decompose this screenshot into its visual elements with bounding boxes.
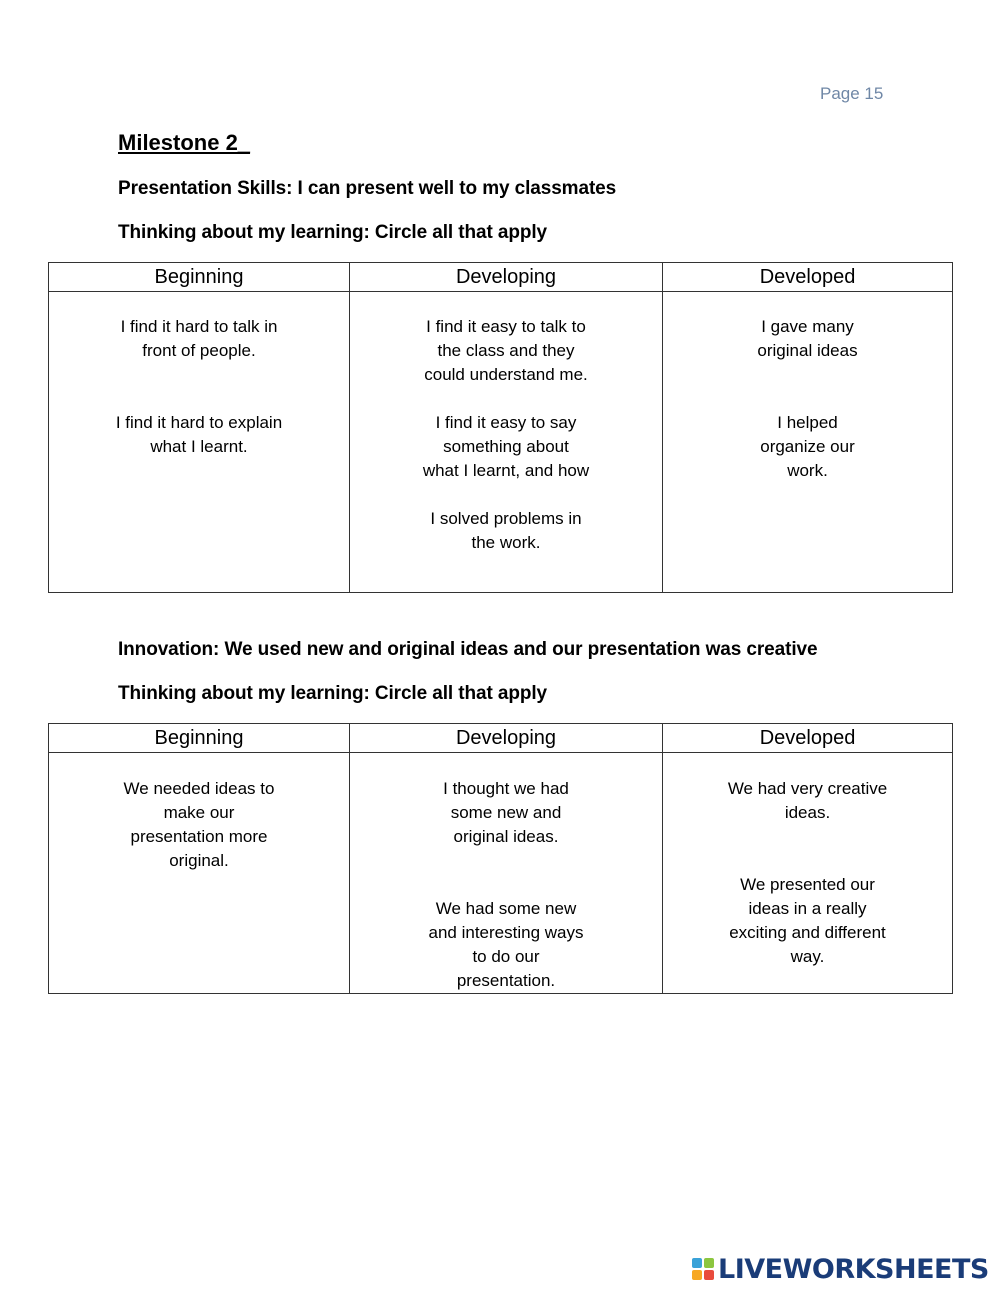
section1-heading: Presentation Skills: I can present well to my classmates	[118, 178, 617, 199]
statement[interactable]: I find it easy to say something about what I learnt, and how	[422, 413, 590, 480]
rubric-header-row	[49, 724, 953, 753]
statement[interactable]: I thought we had some new and original ideas.	[443, 779, 569, 846]
section2-heading: Innovation: We used new and original ideas and our presentation was creative	[118, 639, 818, 660]
section2-instruction: Thinking about my learning: Circle all that apply	[118, 683, 547, 704]
milestone-title: Milestone 2_	[118, 130, 251, 155]
cell-developing	[350, 292, 663, 593]
rubric-row	[49, 292, 953, 593]
presentation-skills-rubric	[48, 262, 953, 593]
page-number: Page 15	[820, 84, 884, 103]
statement[interactable]: We presented our ideas in a really exciting and different way.	[729, 875, 886, 966]
rubric-row	[49, 753, 953, 994]
innovation-rubric	[48, 723, 953, 994]
statement[interactable]: I gave many original ideas	[757, 317, 858, 360]
cell-beginning	[49, 292, 350, 593]
liveworksheets-logo	[692, 1252, 989, 1286]
logo-text: LIVEWORKSHEETS	[718, 1253, 989, 1285]
logo-square	[704, 1258, 714, 1268]
cell-beginning	[49, 753, 350, 994]
statement[interactable]: I find it easy to talk to the class and they could understand me.	[424, 317, 588, 384]
logo-square	[704, 1270, 714, 1280]
col-developed: Developed	[663, 263, 953, 292]
liveworksheets-logo-icon	[692, 1258, 714, 1280]
statement[interactable]: I find it hard to talk in front of people.	[120, 317, 278, 360]
col-beginning: Beginning	[49, 724, 350, 753]
rubric-header-row	[49, 263, 953, 292]
col-beginning: Beginning	[49, 263, 350, 292]
logo-square	[692, 1258, 702, 1268]
statement[interactable]: We had very creative ideas.	[727, 779, 888, 822]
col-developed: Developed	[663, 724, 953, 753]
cell-developed	[663, 753, 953, 994]
logo-square	[692, 1270, 702, 1280]
section1-instruction: Thinking about my learning: Circle all that apply	[118, 222, 547, 243]
statement[interactable]: I solved problems in the work.	[430, 509, 582, 552]
cell-developing	[350, 753, 663, 994]
cell-developed	[663, 292, 953, 593]
statement[interactable]: We had some new and interesting ways to do our presentation.	[428, 899, 584, 990]
statement[interactable]: I helped organize our work.	[760, 413, 855, 480]
col-developing: Developing	[350, 263, 663, 292]
col-developing: Developing	[350, 724, 663, 753]
statement[interactable]: I find it hard to explain what I learnt.	[115, 413, 283, 456]
statement[interactable]: We needed ideas to make our presentation more original.	[123, 779, 275, 870]
